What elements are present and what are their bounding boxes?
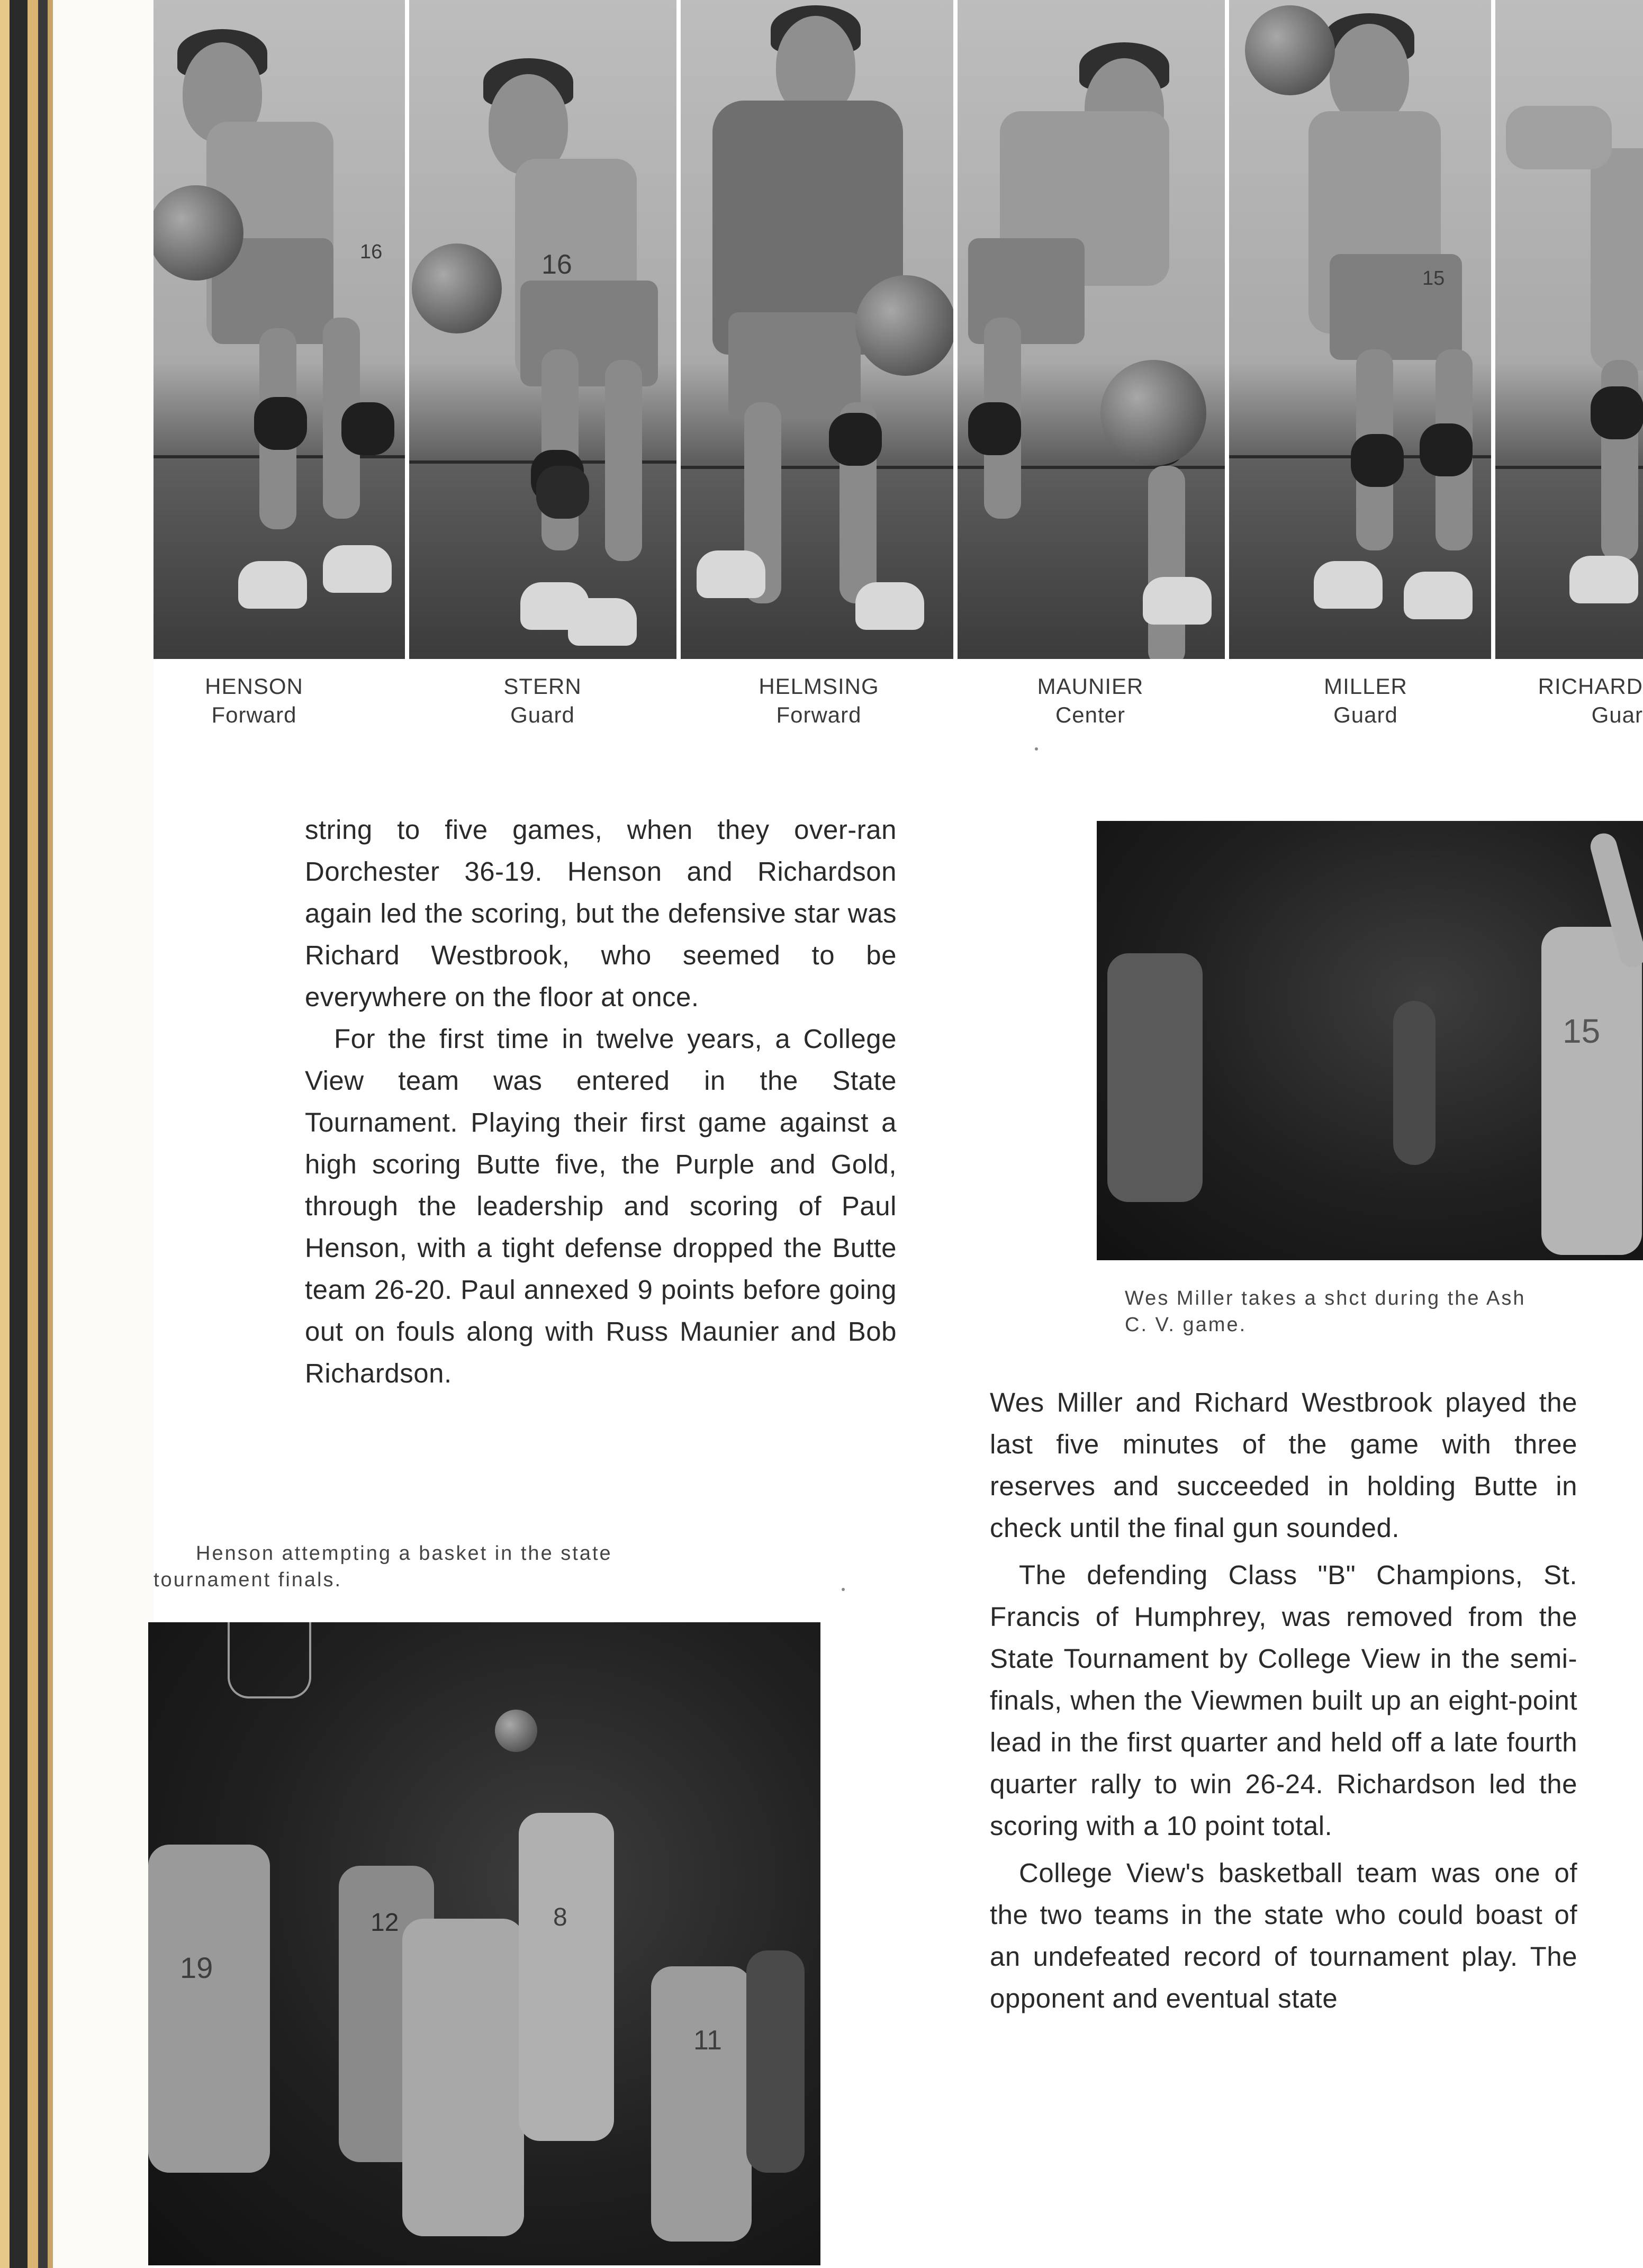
left-column-text [305, 809, 897, 1394]
player-photo-richardson [1495, 0, 1643, 659]
paragraph: College View's basketball team was one of the two teams in the state who could boast of an undefeated record of tournament play. The opponent and eventual state [990, 1858, 1577, 2013]
photo-miller-shot [1097, 821, 1643, 1260]
caption-line: C. V. game. [1125, 1314, 1247, 1336]
page-edge-strip [28, 0, 38, 2268]
jersey-number: 16 [541, 249, 572, 280]
player-position: Center [1055, 702, 1126, 727]
player-caption-henson [159, 672, 349, 729]
player-name: MAUNIER [1037, 674, 1144, 699]
jersey-number: 8 [553, 1903, 567, 1931]
player-photo-maunier [958, 0, 1229, 659]
player-caption-richardson [1501, 672, 1643, 729]
caption-henson-basket [154, 1540, 752, 1593]
caption-miller-shot [1125, 1285, 1643, 1338]
basketball-hoop [228, 1622, 311, 1698]
caption-line: tournament finals. [154, 1569, 342, 1591]
page-edge-strip [10, 0, 28, 2268]
player-name: STERN [503, 674, 582, 699]
player-caption-stern [447, 672, 638, 729]
player-position: Guard [510, 702, 575, 727]
jersey-number: 15 [1422, 267, 1445, 290]
page-edge-strip [38, 0, 48, 2268]
jersey-number: 15 [1563, 1012, 1601, 1050]
right-column-text [990, 1381, 1577, 2019]
player-position: Guard [1333, 702, 1398, 727]
player-name: RICHARD [1538, 674, 1643, 699]
player-photo-henson [154, 0, 409, 659]
photo-henson-basket [148, 1622, 820, 2265]
player-position: Forward [776, 702, 862, 727]
caption-line: Henson attempting a basket in the state [196, 1542, 612, 1565]
jersey-number: 16 [360, 241, 383, 263]
paragraph: The defending Class "B" Champions, St. Francis of Humphrey, was removed from the State Tournament by College View in the semi-finals, when the Viewmen built up an eight-point lead in the first quarter and held off a late fourth quarter rally to win 26-24. Richardson led the scoring with a 10 point total. [990, 1560, 1577, 1841]
player-position: Forward [211, 702, 297, 727]
player-photo-helmsing [681, 0, 958, 659]
jersey-number: 11 [693, 2025, 722, 2056]
player-name: HENSON [205, 674, 303, 699]
paragraph: Wes Miller and Richard Westbrook played the last five minutes of the game with three reserves and succeeded in holding Butte in check until the final gun sounded. [990, 1387, 1577, 1543]
player-position: Guar [1591, 702, 1643, 727]
page-edge-strip [48, 0, 53, 2268]
player-caption-miller [1270, 672, 1461, 729]
jersey-number: 19 [180, 1951, 213, 1984]
player-caption-maunier [995, 672, 1186, 729]
paragraph: For the first time in twelve years, a College View team was entered in the State Tournament. Playing their first game against a high scoring Butte five, the Purple and Gold, through the leadership and scoring of Paul Henson, with a tight defense dropped the Butte team 26-20. Paul annexed 9 points before going out on fouls along with Russ Maunier and Bob Richardson. [305, 1024, 897, 1388]
jersey-number: 12 [371, 1909, 399, 1937]
player-name: HELMSING [759, 674, 879, 699]
page-margin [53, 0, 154, 2268]
player-photo-stern [409, 0, 681, 659]
player-photo-miller [1229, 0, 1495, 659]
caption-line: Wes Miller takes a shct during the Ash [1125, 1287, 1526, 1309]
player-caption-helmsing [724, 672, 914, 729]
print-speck [842, 1588, 845, 1591]
page-edge-strip [0, 0, 10, 2268]
paragraph: string to five games, when they over-ran Dorchester 36-19. Henson and Richardson again led the scoring, but the defensive star was Richard Westbrook, who seemed to be everywhere on the floor at once. [305, 815, 897, 1012]
book-edge [0, 0, 154, 2268]
print-speck [1035, 747, 1038, 751]
player-name: MILLER [1324, 674, 1407, 699]
